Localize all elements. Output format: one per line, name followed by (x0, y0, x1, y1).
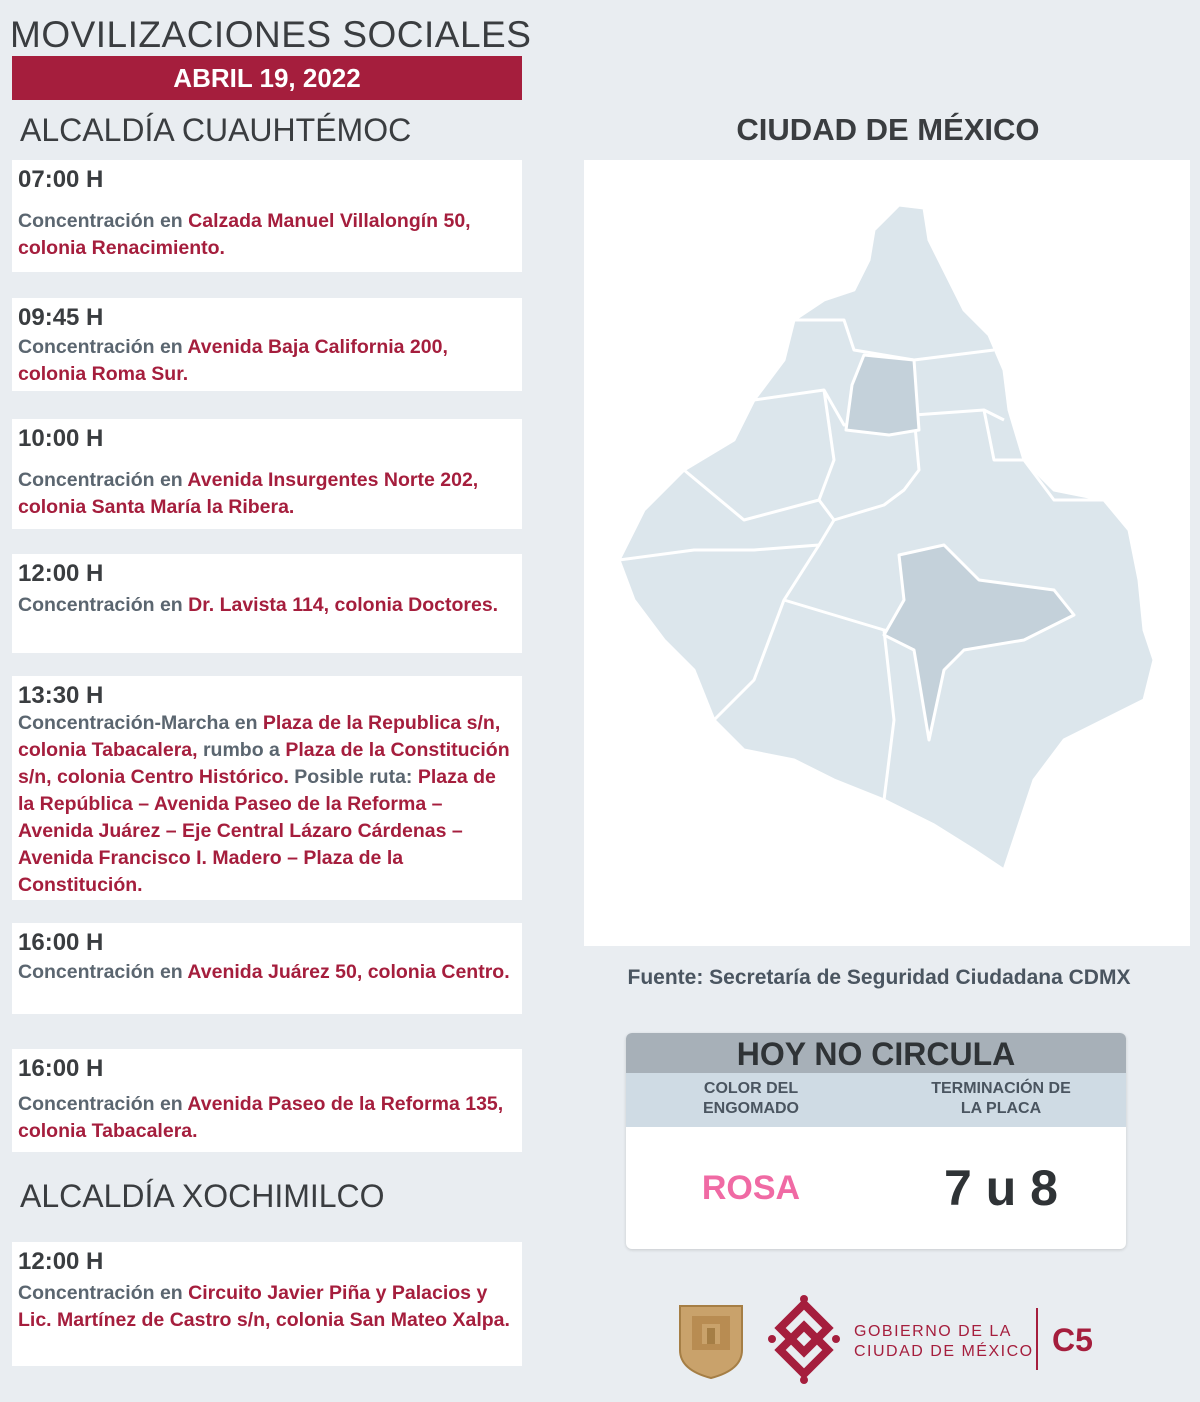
event-time: 16:00 H (18, 1055, 104, 1082)
event-time: 16:00 H (18, 929, 104, 956)
date-banner: ABRIL 19, 2022 (12, 56, 522, 100)
event-type: Concentración-Marcha (18, 712, 230, 734)
event-card (12, 676, 522, 900)
event-card (12, 1242, 522, 1366)
map-panel (584, 160, 1190, 946)
event-type: Concentración (18, 1282, 155, 1304)
cdmx-knot-logo (766, 1294, 842, 1384)
event-connector: en (159, 1093, 183, 1115)
hnc-color-header: COLOR DEL ENGOMADO (703, 1080, 799, 1117)
event-connector: en (159, 594, 183, 616)
event-card (12, 1049, 522, 1152)
event-description (18, 467, 516, 521)
hnc-plate-value: 7 u 8 (944, 1160, 1058, 1216)
event-route-label: Posible ruta: (294, 766, 413, 788)
event-card (12, 554, 522, 653)
event-place: Calzada Manuel Villalongín 50, colonia Renacimiento. (18, 210, 471, 259)
section-title-xochimilco: ALCALDÍA XOCHIMILCO (20, 1178, 385, 1214)
event-description (18, 1280, 516, 1334)
event-time: 13:30 H (18, 682, 104, 709)
event-connector: en (159, 210, 183, 232)
event-place: Avenida Baja California 200, colonia Roma Sur. (18, 336, 448, 385)
logo-divider (1036, 1308, 1038, 1370)
event-card (12, 923, 522, 1014)
event-place: Avenida Paseo de la Reforma 135, colonia Tabacalera. (18, 1093, 504, 1142)
hnc-headers (626, 1073, 1126, 1127)
hnc-plate-header: TERMINACIÓN DE LA PLACA (931, 1080, 1071, 1117)
gov-name: GOBIERNO DE LA CIUDAD DE MÉXICO (854, 1323, 1034, 1360)
event-time: 12:00 H (18, 560, 104, 587)
hnc-title: HOY NO CIRCULA (626, 1033, 1126, 1073)
event-connector: en (159, 469, 183, 491)
event-time: 07:00 H (18, 166, 104, 193)
event-place: Avenida Insurgentes Norte 202, colonia Santa María la Ribera. (18, 469, 479, 518)
section-title-cuauhtemoc: ALCALDÍA CUAUHTÉMOC (20, 112, 412, 148)
footer-logos (676, 1300, 1116, 1390)
event-connector: en (159, 1282, 183, 1304)
event-place: Plaza de la Republica s/n, colonia Tabacalera, (18, 712, 501, 761)
event-card (12, 160, 522, 272)
hnc-values (626, 1127, 1126, 1249)
event-connector: en (234, 712, 258, 734)
event-type: Concentración (18, 1093, 155, 1115)
event-type: Concentración (18, 336, 155, 358)
event-type: Concentración (18, 469, 155, 491)
event-description (18, 208, 516, 262)
event-time: 09:45 H (18, 304, 104, 331)
map-title: CIUDAD DE MÉXICO (736, 112, 1040, 147)
event-description (18, 710, 516, 899)
event-card (12, 419, 522, 529)
event-place: Avenida Juárez 50, colonia Centro. (187, 961, 510, 983)
event-place-2: Plaza de la Constitución s/n, colonia Centro Histórico. (18, 739, 510, 788)
event-place: Circuito Javier Piña y Palacios y Lic. Martínez de Castro s/n, colonia San Mateo Xalpa. (18, 1282, 510, 1331)
event-route: Plaza de la República – Avenida Paseo de la Reforma – Avenida Juárez – Eje Central Lázaro Cárdenas – Avenida Francisco I. Madero – Plaza de la Constitución. (18, 766, 496, 896)
event-type: Concentración (18, 961, 155, 983)
event-connector-2: rumbo a (202, 739, 280, 761)
event-connector: en (159, 961, 183, 983)
event-type: Concentración (18, 594, 155, 616)
event-description (18, 1091, 516, 1145)
event-description (18, 592, 516, 619)
hnc-color-value: ROSA (701, 1168, 801, 1207)
event-time: 10:00 H (18, 425, 104, 452)
event-card (12, 298, 522, 391)
hoy-no-circula-panel (626, 1033, 1126, 1249)
event-place: Dr. Lavista 114, colonia Doctores. (188, 594, 499, 616)
c5-logo: C5 (1052, 1322, 1093, 1358)
event-connector: en (159, 336, 183, 358)
event-time: 12:00 H (18, 1248, 104, 1275)
cdmx-map (584, 160, 1190, 946)
event-description (18, 959, 516, 986)
page-title: MOVILIZACIONES SOCIALES (10, 14, 532, 55)
coat-of-arms-logo (676, 1300, 746, 1380)
source-note: Fuente: Secretaría de Seguridad Ciudadana CDMX (627, 966, 1131, 989)
event-type: Concentración (18, 210, 155, 232)
event-description (18, 334, 516, 388)
